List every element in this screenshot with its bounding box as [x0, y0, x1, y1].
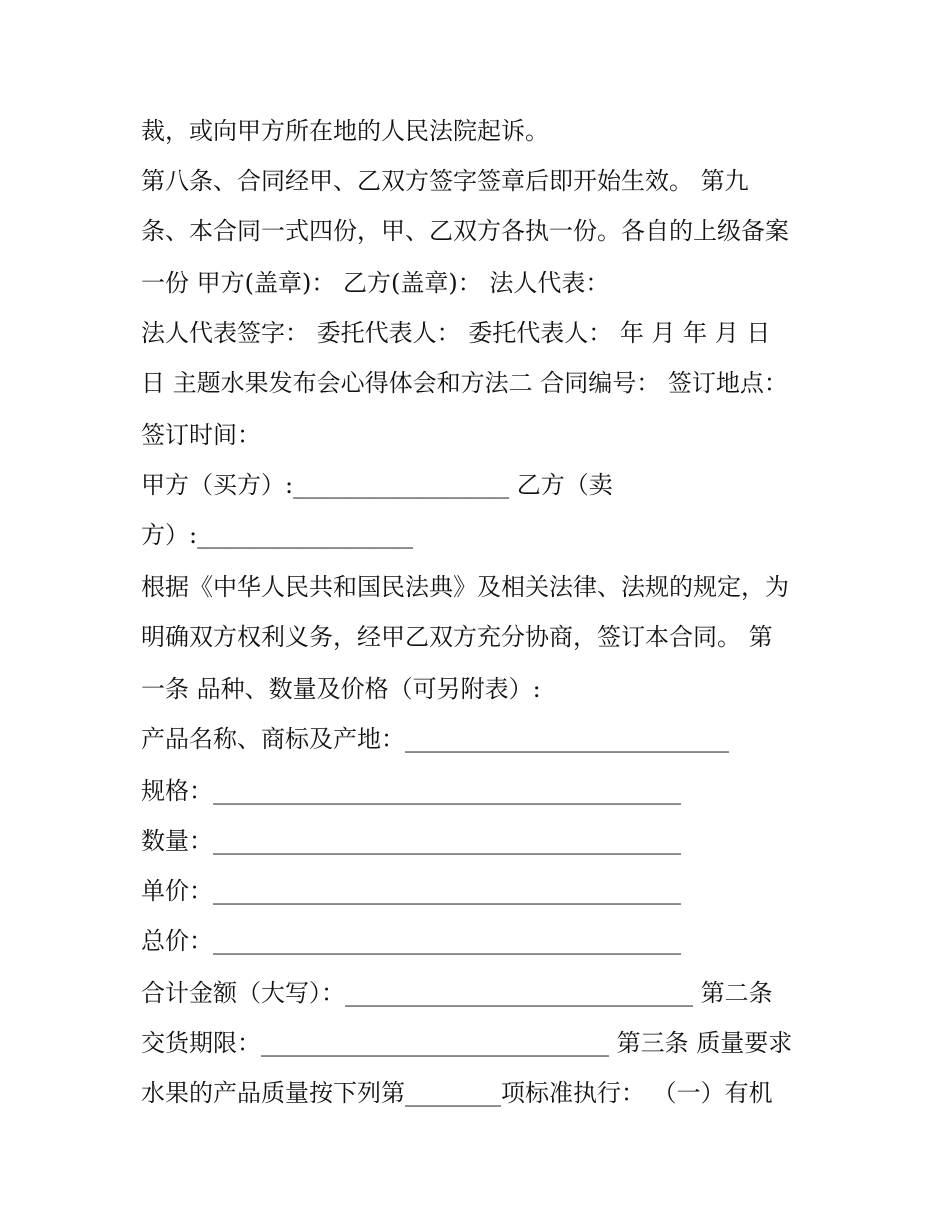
text-line: 裁，或向甲方所在地的人民法院起诉。: [141, 117, 549, 145]
text-line: 签订时间：: [141, 421, 261, 449]
text-line: 交货期限：_____________________________ 第三条 质量要求: [141, 1029, 793, 1057]
text-line: 合计金额（大写）：_____________________________ 第二条: [141, 979, 773, 1007]
text-line: 单价：_______________________________________: [141, 877, 681, 905]
text-line: 方）:__________________: [141, 521, 414, 549]
text-line: 规格：_______________________________________: [141, 777, 681, 805]
text-line: 总价：_______________________________________: [141, 927, 681, 955]
text-line: 数量：_______________________________________: [141, 827, 681, 855]
text-line: 甲方（买方）:__________________ 乙方（卖: [141, 471, 613, 499]
text-line: 根据《中华人民共和国民法典》及相关法律、法规的规定，为: [141, 573, 789, 601]
text-line: 法人代表签字： 委托代表人： 委托代表人： 年 月 年 月 日: [141, 319, 771, 347]
text-line: 一条 品种、数量及价格（可另附表）:: [141, 675, 541, 703]
text-line: 明确双方权利义务，经甲乙双方充分协商，签订本合同。 第: [141, 623, 773, 651]
text-line: 条、本合同一式四份，甲、乙双方各执一份。各自的上级备案: [141, 217, 789, 245]
text-line: 一份 甲方(盖章)： 乙方(盖章)： 法人代表：: [141, 269, 610, 297]
text-line: 日 主题水果发布会心得体会和方法二 合同编号： 签订地点：: [141, 369, 788, 397]
text-line: 水果的产品质量按下列第________项标准执行： （一）有机: [141, 1079, 773, 1107]
text-line: 第八条、合同经甲、乙双方签字签章后即开始生效。 第九: [141, 167, 749, 195]
text-line: 产品名称、商标及产地：___________________________: [141, 725, 729, 753]
